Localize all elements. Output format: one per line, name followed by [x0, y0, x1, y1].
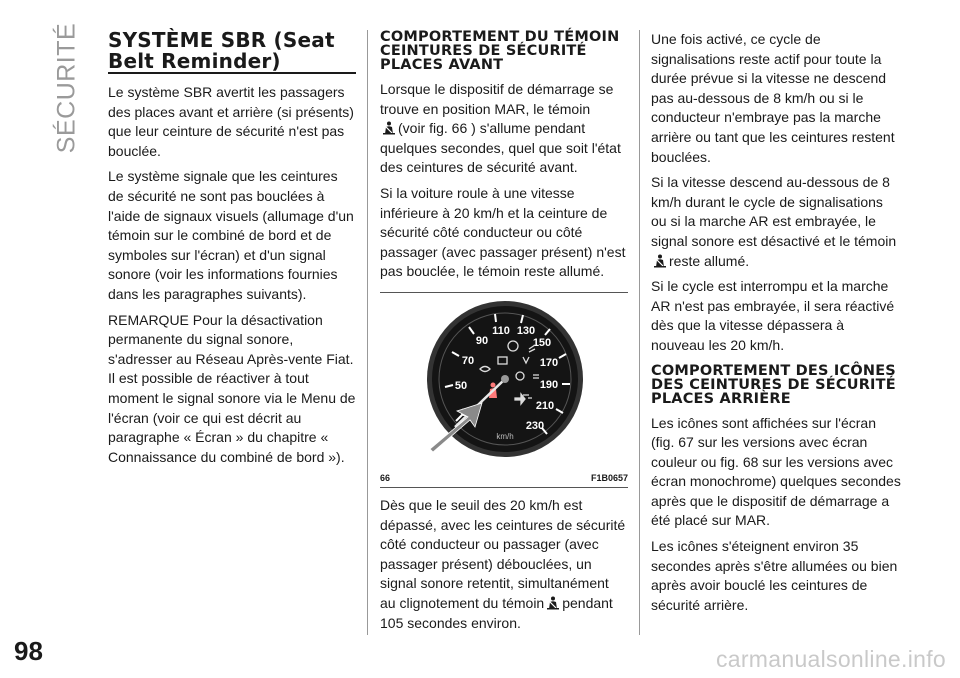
seatbelt-warning-icon [653, 254, 667, 268]
figure-code: F1B0657 [590, 472, 628, 483]
gauge-tick-label: 90 [475, 334, 489, 347]
section-tab-label: SÉCURITÉ [52, 22, 81, 154]
cycle-paragraph-1: Une fois activé, ce cycle de signalisations reste actif pour toute la durée prévue si la vitesse ne descend pas au-dessous de 8 km/h ou si le conducteur n'embraye pas la marche arrière ou tant que les ceintures restent bouclées. [651, 31, 895, 165]
cycle-paragraph-2 [651, 173, 901, 271]
gauge-tick-label: 230 [525, 419, 545, 432]
gauge-unit: km/h [496, 431, 514, 441]
sbr-title [108, 30, 356, 74]
front-belt-paragraph-2: Si la voiture roule à une vitesse inférieure à 20 km/h et la ceinture de sécurité côté conducteur ou côté passager (avec passager présent) n'est pas bouclée, le témoin reste allumé. [380, 184, 626, 280]
column-2 [380, 30, 628, 639]
sbr-title-line-2: Belt Reminder) [108, 51, 356, 74]
front-belt-p3-start: Dès que le seuil des 20 km/h est dépassé, avec les ceintures de sécurité côté conducteur ou passager (avec passager présent) débouclées, un signal sonore retentit, simultanément au clignotement du témoin [380, 496, 626, 611]
seatbelt-warning-icon [382, 121, 396, 135]
column-divider-1 [367, 30, 368, 635]
watermark: carmanualsonline.info [715, 646, 946, 672]
column-divider-2 [639, 30, 640, 635]
section-tab [52, 22, 82, 154]
gauge-tick-label: 150 [532, 336, 552, 349]
gauge-tick-label: 70 [461, 354, 475, 367]
front-belt-p1-start: Lorsque le dispositif de démarrage se trouve en position MAR, le témoin [380, 81, 614, 117]
rear-belt-paragraph-1: Les icônes sont affichées sur l'écran (fig. 67 sur les versions avec écran couleur ou fig. 68 sur les versions avec écran monochrome) quelques secondes après que le dispositif de démarrage a été placé sur MAR. [651, 414, 901, 529]
cycle-p2-start: Si la vitesse descend au-dessous de 8 km/h durant le cycle de signalisations ou si la marche AR est embrayée, le signal sonore est désactivé et le témoin [651, 174, 897, 249]
column-1 [108, 30, 356, 473]
sbr-paragraph-2: Le système signale que les ceintures de sécurité ne sont pas bouclées à l'aide de signaux visuels (allumage d'un témoin sur le combiné de bord et de symboles sur l'écran) et d'un signal sonore (voir les informations fournies dans les paragraphes suivants). [108, 168, 354, 302]
speedometer-illustration [425, 299, 585, 461]
figure-66 [380, 292, 628, 488]
rear-belt-heading: COMPORTEMENT DES ICÔNES DES CEINTURES DE SÉCURITÉ PLACES ARRIÈRE [651, 362, 896, 407]
figure-number: 66 [380, 472, 391, 483]
front-belt-heading: COMPORTEMENT DU TÉMOIN CEINTURES DE SÉCURITÉ PLACES AVANT [380, 29, 620, 73]
gauge-tick-label: 170 [539, 356, 559, 369]
sbr-paragraph-1: Le système SBR avertit les passagers des places avant et arrière (si présents) que leur ceinture de sécurité n'est pas bouclée. [108, 84, 354, 159]
front-belt-paragraph-3 [380, 496, 628, 633]
rear-belt-paragraph-2: Les icônes s'éteignent environ 35 secondes après s'être allumées ou bien après avoir bouclé les ceintures de sécurité arrière. [651, 538, 898, 613]
cycle-p2-end: reste allumé. [669, 252, 750, 269]
front-belt-paragraph-1 [380, 80, 628, 178]
gauge-tick-label: 50 [454, 379, 468, 392]
column-3 [651, 30, 901, 621]
sbr-title-line-1: SYSTÈME SBR (Seat [108, 28, 335, 52]
gauge-tick-label: 130 [516, 324, 536, 337]
front-belt-p1-end: (voir fig. 66 ) s'allume pendant quelques secondes, quel que soit l'état des ceintures de sécurité avant. [380, 120, 621, 176]
gauge-tick-label: 190 [539, 378, 559, 391]
front-belt-p3-end: pendant 105 secondes environ. [380, 594, 613, 631]
gauge-tick-label: 110 [492, 324, 510, 337]
sbr-remark: REMARQUE Pour la désactivation permanente du signal sonore, s'adresser au Réseau Après-vente Fiat. Il est possible de réactiver à tout moment le signal sonore via le Menu de l'écran (voir ce qui est décrit au paragraphe « Écran » du chapitre « Connaissance du combiné de bord »). [108, 311, 356, 465]
gauge-tick-label: 210 [535, 399, 555, 412]
seatbelt-warning-icon [546, 596, 560, 610]
cycle-paragraph-3: Si le cycle est interrompu et la marche AR n'est pas embrayée, il sera réactivé dès que la vitesse dépassera à nouveau les 20 km/h. [651, 278, 895, 353]
page-number: 98 [14, 636, 43, 666]
